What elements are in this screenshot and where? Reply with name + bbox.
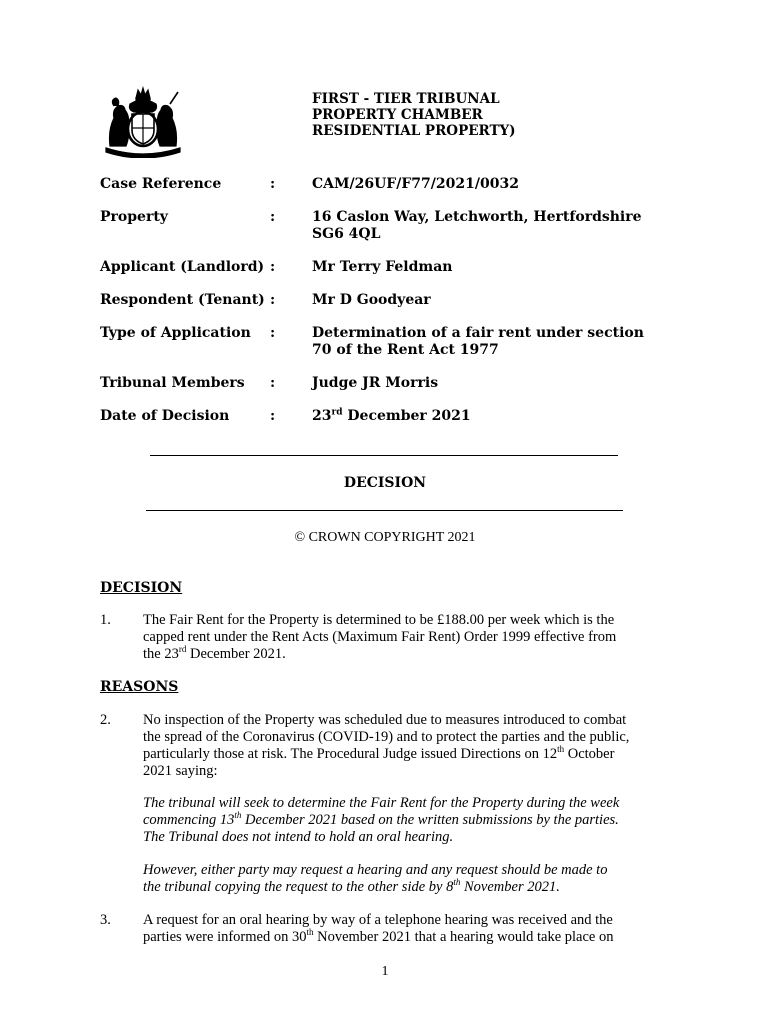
text-run: November 2021 that a hearing would take place on — [313, 929, 614, 945]
quote-line — [143, 812, 670, 829]
field-value: CAM/26UF/F77/2021/0032 — [312, 176, 519, 192]
text-run: commencing 13 — [143, 812, 235, 828]
paragraph-line: capped rent under the Rent Acts (Maximum Fair Rent) Order 1999 effective from — [143, 629, 617, 645]
field-colon: : — [270, 176, 276, 192]
field-label: Type of Application — [100, 325, 251, 341]
quote-line — [143, 879, 670, 896]
quoted-directions-1 — [143, 795, 670, 846]
paragraph-number: 3. — [100, 912, 111, 928]
heading-line: RESIDENTIAL PROPERTY) — [312, 123, 516, 139]
superscript: th — [306, 927, 314, 938]
quote-line: The tribunal will seek to determine the Fair Rent for the Property during the week — [143, 795, 620, 811]
field-label: Case Reference — [100, 176, 222, 192]
paragraph-line — [143, 929, 670, 946]
text-run: December 2021 based on the written submissions by the parties. — [241, 812, 619, 828]
text-run: December 2021. — [186, 646, 286, 662]
field-colon: : — [270, 325, 276, 341]
superscript: th — [234, 810, 242, 821]
paragraph-line — [143, 746, 670, 763]
field-value: Mr D Goodyear — [312, 292, 431, 308]
paragraph-line: 2021 saying: — [143, 763, 218, 779]
section-heading-reasons: REASONS — [100, 679, 179, 695]
superscript: th — [453, 877, 461, 888]
text-run: November 2021. — [460, 879, 560, 895]
royal-coat-of-arms-icon — [100, 84, 186, 158]
text-run: parties were informed on 30 — [143, 929, 307, 945]
quote-line: However, either party may request a hearing and any request should be made to — [143, 862, 608, 878]
paragraph-line: No inspection of the Property was scheduled due to measures introduced to combat — [143, 712, 627, 728]
page-number: 1 — [381, 964, 389, 979]
field-label: Respondent (Tenant) — [100, 292, 265, 308]
paragraph-line — [143, 646, 670, 663]
quote-line: The Tribunal does not intend to hold an oral hearing. — [143, 829, 454, 845]
superscript: th — [557, 744, 565, 755]
date-rest: December 2021 — [342, 408, 471, 424]
quoted-directions-2 — [143, 862, 670, 896]
field-value: SG6 4QL — [312, 226, 381, 242]
divider-line — [150, 455, 618, 456]
paragraph-line: A request for an oral hearing by way of a telephone hearing was received and the — [143, 912, 613, 928]
date-day: 23 — [312, 408, 332, 424]
tribunal-heading — [312, 91, 516, 139]
crown-copyright: © CROWN COPYRIGHT 2021 — [294, 530, 476, 545]
field-colon: : — [270, 375, 276, 391]
text-run: the 23 — [143, 646, 179, 662]
field-colon: : — [270, 292, 276, 308]
divider-line — [146, 510, 623, 511]
heading-line: PROPERTY CHAMBER — [312, 107, 483, 123]
heading-line: FIRST - TIER TRIBUNAL — [312, 91, 500, 107]
text-run: particularly those at risk. The Procedural Judge issued Directions on 12 — [143, 746, 558, 762]
field-value: Mr Terry Feldman — [312, 259, 453, 275]
field-colon: : — [270, 259, 276, 275]
date-suffix: rd — [331, 407, 343, 418]
field-colon: : — [270, 209, 276, 225]
paragraph-line: The Fair Rent for the Property is determined to be £188.00 per week which is the — [143, 612, 615, 628]
field-colon: : — [270, 408, 276, 424]
field-label: Applicant (Landlord) — [100, 259, 265, 275]
field-value — [312, 408, 471, 425]
section-heading-decision: DECISION — [100, 580, 183, 596]
field-value: 16 Caslon Way, Letchworth, Hertfordshire — [312, 209, 642, 225]
text-run: the tribunal copying the request to the other side by 8 — [143, 879, 454, 895]
field-label: Tribunal Members — [100, 375, 245, 391]
paragraph-line: the spread of the Coronavirus (COVID-19) and to protect the parties and the public, — [143, 729, 630, 745]
field-label: Date of Decision — [100, 408, 230, 424]
decision-title: DECISION — [343, 475, 427, 491]
field-value: 70 of the Rent Act 1977 — [312, 342, 499, 358]
field-value: Judge JR Morris — [312, 375, 439, 391]
text-run: October — [564, 746, 615, 762]
paragraph-number: 2. — [100, 712, 111, 728]
paragraph-number: 1. — [100, 612, 111, 628]
field-value: Determination of a fair rent under section — [312, 325, 644, 341]
superscript: rd — [178, 644, 187, 655]
field-label: Property — [100, 209, 168, 225]
